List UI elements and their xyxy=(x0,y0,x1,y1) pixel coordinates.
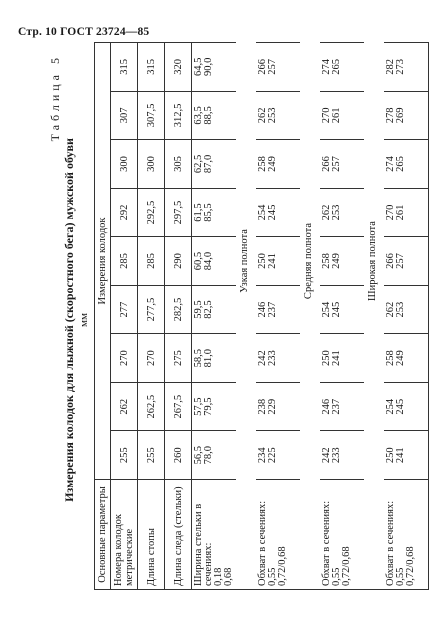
cell: 262 xyxy=(111,382,138,431)
cell: 292 xyxy=(111,188,138,237)
value: 266 xyxy=(385,253,396,269)
value: 87,0 xyxy=(203,154,214,174)
cell: 300 xyxy=(138,140,165,189)
section-spacer xyxy=(364,480,384,590)
table-unit: мм xyxy=(78,313,90,327)
width-sublabel: 0,18 xyxy=(213,567,224,586)
value: 79,5 xyxy=(203,397,214,416)
value: 274 xyxy=(321,58,332,75)
row-label xyxy=(384,480,429,590)
value: 249 xyxy=(395,350,406,367)
cell xyxy=(192,334,237,383)
cell xyxy=(192,431,237,480)
cell: 267,5 xyxy=(165,382,192,431)
cell: 315 xyxy=(111,43,138,92)
table-title: Измерения колодок для лыжной (скоростного бега) мужской обуви xyxy=(62,138,76,502)
cell: 307 xyxy=(111,91,138,140)
value: 269 xyxy=(395,107,406,124)
value: 63,5 xyxy=(193,106,204,125)
cell: 260 xyxy=(165,431,192,480)
row-label xyxy=(256,480,300,590)
girth-label: Обхват в сечениях: xyxy=(257,500,268,586)
cell xyxy=(320,334,364,383)
value: 249 xyxy=(331,253,342,269)
value: 270 xyxy=(321,107,332,124)
cell: 275 xyxy=(165,334,192,383)
girth-label: Обхват в сечениях: xyxy=(321,500,332,586)
value: 261 xyxy=(331,107,342,124)
page-header: Стр. 10 ГОСТ 23724—85 xyxy=(18,26,150,38)
cell: 297,5 xyxy=(165,188,192,237)
cell xyxy=(320,431,364,480)
value: 265 xyxy=(395,156,406,172)
cell: 282,5 xyxy=(165,285,192,334)
girth-sublabel: 0,55 xyxy=(395,567,406,586)
girth-sublabel: 0,55 xyxy=(331,567,342,586)
value: 254 xyxy=(257,204,268,221)
value: 245 xyxy=(331,301,342,318)
cell: 277,5 xyxy=(138,285,165,334)
value: 258 xyxy=(321,253,332,269)
rotated-table-area xyxy=(46,40,426,600)
cell xyxy=(320,43,364,92)
value: 245 xyxy=(395,398,406,415)
cell xyxy=(192,91,237,140)
value: 250 xyxy=(385,447,396,464)
value: 257 xyxy=(395,253,406,269)
row-label: Длина следа (стельки) xyxy=(165,480,192,590)
value: 82,5 xyxy=(203,300,214,319)
bottom-line xyxy=(429,43,430,590)
value: 253 xyxy=(331,204,342,221)
value: 238 xyxy=(257,398,268,415)
row-label: Длина стопы xyxy=(138,480,165,590)
cell xyxy=(192,382,237,431)
value: 254 xyxy=(321,301,332,318)
value: 78,0 xyxy=(203,446,214,465)
value: 233 xyxy=(267,350,278,367)
cell xyxy=(256,382,300,431)
value: 278 xyxy=(385,107,396,124)
cell xyxy=(256,140,300,189)
cell xyxy=(192,237,237,286)
cell xyxy=(384,43,429,92)
value: 64,5 xyxy=(193,57,204,76)
value: 258 xyxy=(385,350,396,367)
section-heading: Широкая полнота xyxy=(367,221,378,301)
cell xyxy=(320,140,364,189)
value: 273 xyxy=(395,58,406,75)
table-row xyxy=(138,43,165,590)
value: 257 xyxy=(267,58,278,75)
girth-sublabel: 0,72/0,68 xyxy=(341,546,352,586)
cell xyxy=(192,188,237,237)
cell: 262,5 xyxy=(138,382,165,431)
cell xyxy=(320,285,364,334)
section-spacer xyxy=(236,480,256,590)
cell: 277 xyxy=(111,285,138,334)
value: 90,0 xyxy=(203,57,214,76)
table-body xyxy=(111,43,430,590)
girth-label: Обхват в сечениях: xyxy=(385,500,396,586)
cell: 285 xyxy=(111,237,138,286)
cell: 315 xyxy=(138,43,165,92)
cell xyxy=(256,91,300,140)
table-number: Таблица 5 xyxy=(48,54,62,142)
value: 261 xyxy=(395,204,406,221)
cell: 285 xyxy=(138,237,165,286)
table-row xyxy=(111,43,138,590)
value: 257 xyxy=(331,156,342,172)
girth-sublabel: 0,72/0,68 xyxy=(277,546,288,586)
cell xyxy=(256,285,300,334)
girth-sublabel: 0,72/0,68 xyxy=(405,546,416,586)
value: 282 xyxy=(385,58,396,75)
value: 81,0 xyxy=(203,348,214,368)
value: 234 xyxy=(257,447,268,464)
cell xyxy=(192,140,237,189)
cell xyxy=(384,188,429,237)
row-label xyxy=(192,480,237,590)
value: 229 xyxy=(267,398,278,415)
value: 85,5 xyxy=(203,203,214,222)
section-heading-row xyxy=(364,43,384,590)
value: 262 xyxy=(257,107,268,124)
value: 241 xyxy=(331,350,342,367)
value: 242 xyxy=(321,447,332,464)
cell xyxy=(384,237,429,286)
table-row-width xyxy=(192,43,237,590)
value: 245 xyxy=(267,204,278,221)
cell: 312,5 xyxy=(165,91,192,140)
value: 88,5 xyxy=(203,106,214,125)
cell xyxy=(192,43,237,92)
value: 254 xyxy=(385,398,396,415)
value: 266 xyxy=(321,156,332,172)
cell xyxy=(384,285,429,334)
cell: 255 xyxy=(138,431,165,480)
cell xyxy=(320,91,364,140)
cell xyxy=(384,431,429,480)
value: 250 xyxy=(257,253,268,269)
cell xyxy=(384,140,429,189)
cell xyxy=(256,188,300,237)
cell: 292,5 xyxy=(138,188,165,237)
value: 62,5 xyxy=(193,154,204,174)
cell: 307,5 xyxy=(138,91,165,140)
value: 56,5 xyxy=(193,446,204,465)
cell: 255 xyxy=(111,431,138,480)
cell xyxy=(320,382,364,431)
value: 262 xyxy=(321,204,332,221)
value: 59,5 xyxy=(193,300,204,319)
value: 265 xyxy=(331,58,342,75)
section-heading: Средняя полнота xyxy=(303,222,314,300)
cell: 270 xyxy=(138,334,165,383)
value: 253 xyxy=(395,301,406,318)
value: 270 xyxy=(385,204,396,221)
value: 246 xyxy=(321,398,332,415)
meas-header: Измерения колодок xyxy=(95,43,111,480)
table-row-girth xyxy=(256,43,300,590)
value: 258 xyxy=(257,156,268,172)
value: 237 xyxy=(267,301,278,318)
cell: 300 xyxy=(111,140,138,189)
section-heading-row xyxy=(300,43,320,590)
value: 246 xyxy=(257,301,268,318)
cell xyxy=(256,43,300,92)
value: 249 xyxy=(267,156,278,172)
table-row-girth xyxy=(320,43,364,590)
value: 60,5 xyxy=(193,251,204,271)
girth-sublabel: 0,55 xyxy=(267,567,278,586)
section-heading-row xyxy=(236,43,256,590)
value: 262 xyxy=(385,301,396,318)
table-bottom-border xyxy=(429,43,430,590)
value: 61,5 xyxy=(193,203,204,222)
value: 225 xyxy=(267,447,278,464)
value: 250 xyxy=(321,350,332,367)
value: 274 xyxy=(385,156,396,172)
value: 58,5 xyxy=(193,348,204,368)
cell xyxy=(320,237,364,286)
value: 253 xyxy=(267,107,278,124)
row-label xyxy=(320,480,364,590)
cell xyxy=(384,91,429,140)
row-label: Номера колодок метрические xyxy=(111,480,138,590)
section-spacer xyxy=(300,480,320,590)
width-label: Ширина стельки в сечениях: xyxy=(193,503,214,586)
section-heading: Узкая полнота xyxy=(239,229,250,293)
cell xyxy=(192,285,237,334)
value: 237 xyxy=(331,398,342,415)
cell xyxy=(384,382,429,431)
cell: 270 xyxy=(111,334,138,383)
value: 233 xyxy=(331,447,342,464)
value: 241 xyxy=(267,253,278,269)
value: 266 xyxy=(257,58,268,75)
width-sublabel: 0,68 xyxy=(223,567,234,586)
cell xyxy=(384,334,429,383)
value: 57,5 xyxy=(193,397,204,416)
cell xyxy=(320,188,364,237)
cell xyxy=(256,431,300,480)
value: 84,0 xyxy=(203,251,214,271)
table-row-girth xyxy=(384,43,429,590)
cell xyxy=(256,237,300,286)
cell: 305 xyxy=(165,140,192,189)
value: 241 xyxy=(395,447,406,464)
value: 242 xyxy=(257,350,268,367)
param-header: Основные параметры xyxy=(95,480,111,590)
table-row xyxy=(165,43,192,590)
cell: 320 xyxy=(165,43,192,92)
cell: 290 xyxy=(165,237,192,286)
cell xyxy=(256,334,300,383)
measurements-table xyxy=(94,42,429,590)
